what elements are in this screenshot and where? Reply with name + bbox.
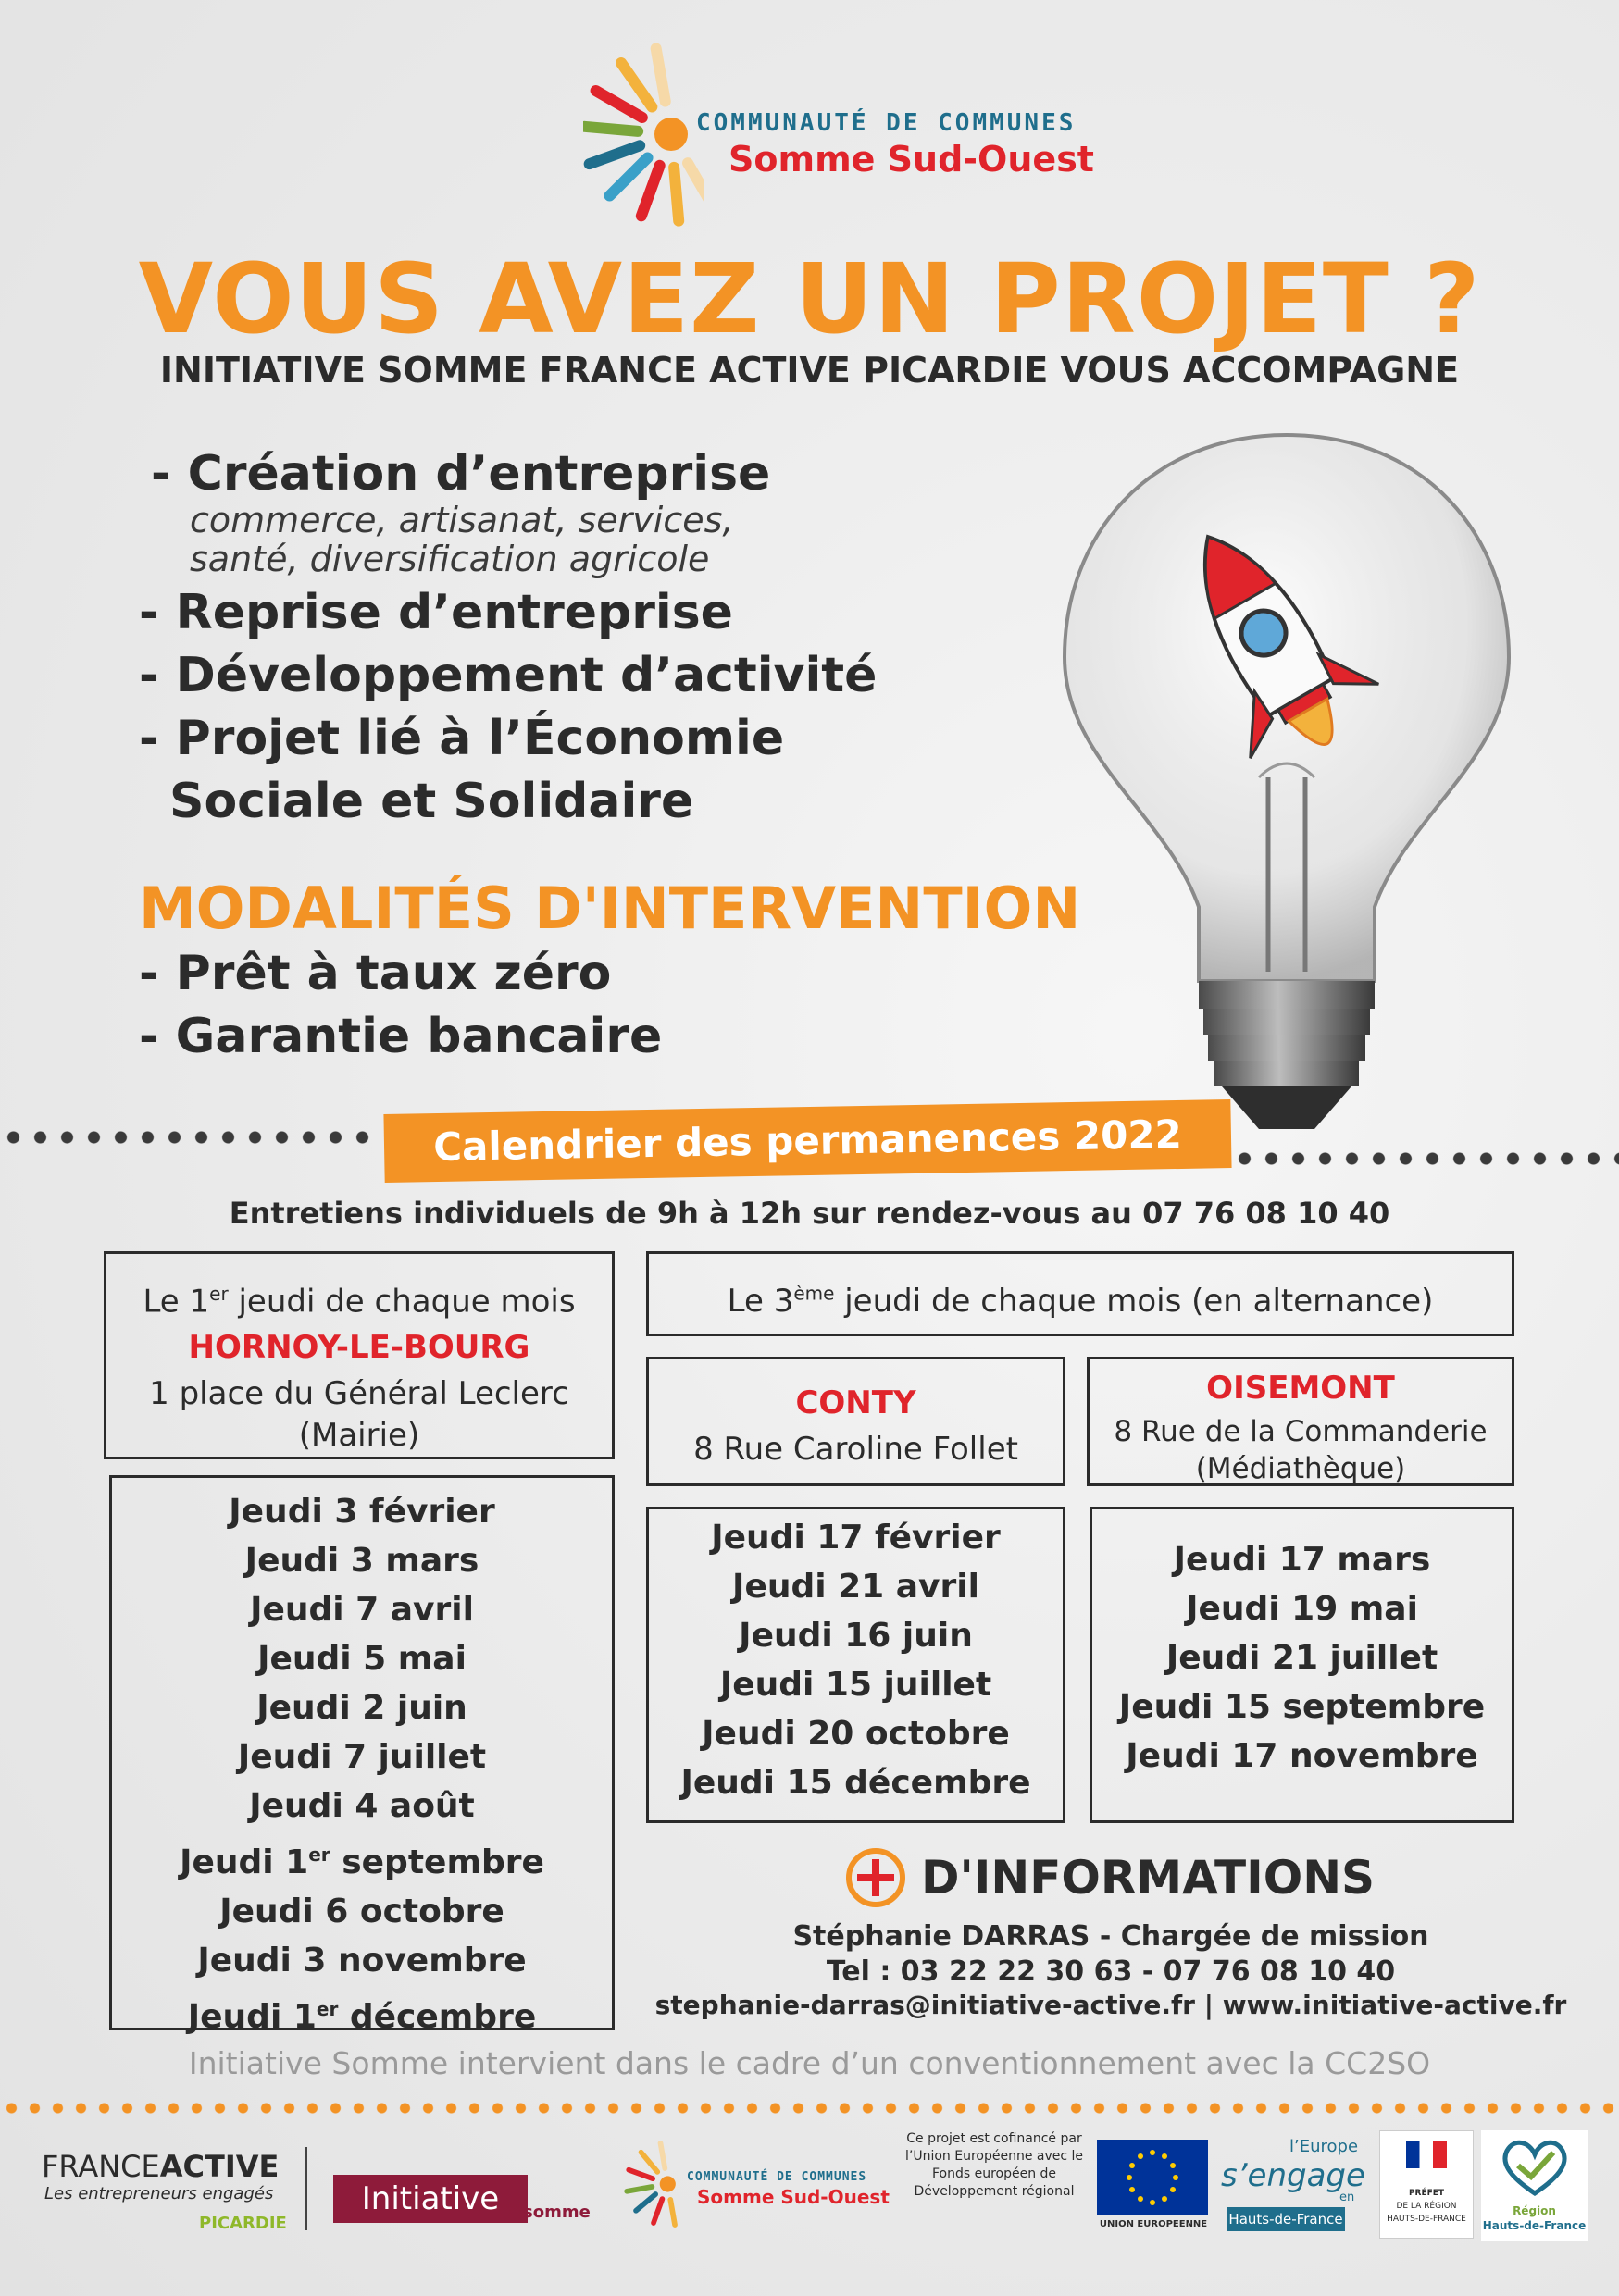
plus-circle-icon	[844, 1846, 907, 1909]
project-item-1-sub-1: commerce, artisanat, services,	[190, 500, 734, 540]
date-item: Jeudi 17 mars	[1173, 1541, 1431, 1579]
date-item: Jeudi 3 février	[229, 1493, 495, 1531]
page-title: VOUS AVEZ UN PROJET ?	[138, 242, 1481, 355]
sun-logo-small-icon	[622, 2138, 687, 2230]
europe-engage-logo: l’Europe s’engage en Hauts-de-France	[1217, 2133, 1361, 2235]
france-active-logo: FRANCEACTIVE	[42, 2149, 280, 2184]
date-item: Jeudi 2 juin	[256, 1689, 467, 1727]
date-item: Jeudi 3 novembre	[197, 1942, 527, 1980]
dotted-divider-footer	[0, 2103, 1619, 2114]
footer-note: Initiative Somme intervient dans le cadre d’un conventionnement avec la CC2SO	[188, 2045, 1431, 2081]
date-item: Jeudi 1er septembre	[180, 1843, 544, 1881]
date-item: Jeudi 7 avril	[250, 1591, 474, 1629]
lightbulb-rocket-icon	[1037, 426, 1537, 1148]
date-item: Jeudi 7 juillet	[237, 1738, 487, 1776]
project-item-1-sub-2: santé, diversification agricole	[190, 539, 710, 579]
appointments-info: Entretiens individuels de 9h à 12h sur rendez-vous au 07 76 08 10 40	[229, 1196, 1390, 1231]
france-active-tagline: Les entrepreneurs engagés	[44, 2184, 274, 2203]
date-item: Jeudi 3 mars	[244, 1542, 479, 1580]
contact-name: Stéphanie DARRAS - Chargée de mission	[792, 1920, 1429, 1953]
org-line-2: Somme Sud-Ouest	[729, 139, 1094, 180]
conty-dates-list	[646, 1507, 1065, 1823]
conty-address: 8 Rue Caroline Follet	[693, 1431, 1018, 1468]
modalite-item-2: - Garantie bancaire	[139, 1009, 663, 1064]
dotted-divider-left	[0, 1131, 380, 1144]
date-item: Jeudi 17 février	[711, 1519, 1001, 1557]
logo-separator	[305, 2147, 307, 2230]
date-item: Jeudi 15 décembre	[680, 1764, 1031, 1802]
small-org-line-1: COMMUNAUTÉ DE COMMUNES	[687, 2170, 867, 2184]
project-item-1: - Création d’entreprise	[151, 446, 771, 502]
french-flag-icon	[1406, 2141, 1447, 2168]
hornoy-address-2: (Mairie)	[298, 1417, 420, 1455]
hornoy-dates-list	[109, 1475, 615, 2036]
contact-phone: Tel : 03 22 22 30 63 - 07 76 08 10 40	[826, 1955, 1396, 1988]
date-item: Jeudi 21 avril	[732, 1568, 979, 1606]
date-item: Jeudi 15 juillet	[719, 1666, 992, 1704]
contact-email-website: stephanie-darras@initiative-active.fr | www.initiative-active.fr	[654, 1990, 1567, 2020]
region-heart-icon	[1498, 2134, 1572, 2199]
project-item-2: - Reprise d’entreprise	[139, 585, 733, 640]
conty-city: CONTY	[795, 1384, 916, 1421]
eu-cofinance-text: Ce projet est cofinancé par l’Union Européenne avec le Fonds européen de Développement régional	[904, 2131, 1084, 2199]
eu-label: UNION EUROPEENNE	[1099, 2219, 1208, 2229]
dotted-divider-right	[1231, 1152, 1619, 1165]
third-thursday-label: Le 3ème jeudi de chaque mois (en alternance)	[727, 1283, 1434, 1321]
calendar-banner: Calendrier des permanences 2022	[383, 1099, 1231, 1183]
project-item-3: - Développement d’activité	[139, 648, 878, 703]
conty-location-box	[646, 1357, 1065, 1486]
region-hdf-logo: Région Hauts-de-France	[1481, 2130, 1588, 2241]
date-item: Jeudi 21 juillet	[1165, 1639, 1438, 1677]
date-item: Jeudi 15 septembre	[1118, 1688, 1486, 1726]
eu-flag-icon	[1097, 2140, 1208, 2215]
info-heading: D'INFORMATIONS	[921, 1851, 1376, 1905]
project-item-4-line-1: - Projet lié à l’Économie	[139, 711, 785, 766]
initiative-logo: Initiative	[333, 2175, 528, 2223]
oisemont-address-1: 8 Rue de la Commanderie	[1114, 1415, 1488, 1448]
page-subtitle: INITIATIVE SOMME FRANCE ACTIVE PICARDIE VOUS ACCOMPAGNE	[159, 350, 1460, 391]
modalites-heading: MODALITÉS D'INTERVENTION	[139, 875, 1081, 942]
date-item: Jeudi 6 octobre	[219, 1893, 504, 1930]
hornoy-address-1: 1 place du Général Leclerc	[149, 1375, 569, 1413]
date-item: Jeudi 20 octobre	[702, 1715, 1010, 1753]
oisemont-dates-list	[1090, 1507, 1514, 1823]
france-active-region: PICARDIE	[199, 2214, 287, 2233]
third-thursday-box	[646, 1251, 1514, 1336]
date-item: Jeudi 19 mai	[1186, 1590, 1418, 1628]
sun-logo-icon	[583, 37, 704, 231]
modalite-item-1: - Prêt à taux zéro	[139, 946, 612, 1001]
date-item: Jeudi 1er décembre	[187, 1998, 537, 2036]
oisemont-city: OISEMONT	[1206, 1370, 1395, 1407]
project-item-4-line-2: Sociale et Solidaire	[169, 774, 694, 829]
small-org-line-2: Somme Sud-Ouest	[697, 2186, 890, 2208]
first-thursday-label: Le 1er jeudi de chaque mois	[143, 1283, 576, 1321]
date-item: Jeudi 17 novembre	[1126, 1737, 1478, 1775]
org-line-1: COMMUNAUTÉ DE COMMUNES	[696, 109, 1077, 137]
date-item: Jeudi 5 mai	[257, 1640, 467, 1678]
prefet-logo: PRÉFET DE LA RÉGION HAUTS-DE-FRANCE	[1379, 2130, 1474, 2239]
hornoy-location-box	[104, 1251, 615, 1459]
hornoy-city: HORNOY-LE-BOURG	[188, 1329, 530, 1367]
initiative-somme-label: somme	[523, 2203, 591, 2222]
oisemont-address-2: (Médiathèque)	[1195, 1452, 1406, 1485]
oisemont-location-box	[1087, 1357, 1514, 1486]
date-item: Jeudi 4 août	[249, 1787, 475, 1825]
date-item: Jeudi 16 juin	[739, 1617, 973, 1655]
